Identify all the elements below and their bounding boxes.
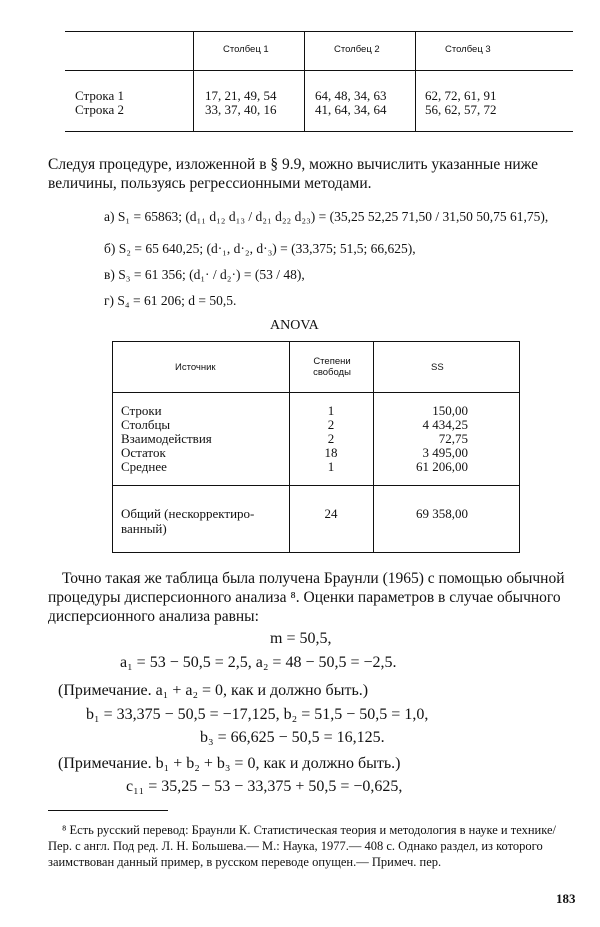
table-cell: 24: [324, 506, 338, 521]
equation-a: a₁ = 53 − 50,5 = 2,5, a₂ = 48 − 50,5 = −2,5.: [120, 654, 397, 671]
table-cell: 33, 37, 40, 16: [205, 102, 277, 117]
table-cell: 69 358,00: [416, 506, 468, 521]
table-cell: Столбцы: [121, 417, 171, 432]
data-table: [65, 31, 573, 132]
table-cell: 2: [327, 431, 335, 446]
table-cell: 2: [327, 417, 335, 432]
footnote-divider: [48, 810, 168, 811]
intro-paragraph: Следуя процедуре, изложенной в § 9.9, можно вычислить указанные ниже величины, пользуясь регрессионными методами.: [48, 156, 539, 192]
table-cell: 1: [327, 403, 335, 418]
table-cell: 4 434,25: [422, 417, 468, 432]
column-header: Степени свободы: [313, 356, 351, 378]
note-2: (Примечание. b₁ + b₂ + b₃ = 0, как и должно быть.): [58, 755, 401, 772]
table-cell: Строки: [121, 403, 162, 418]
table-cell: 61 206,00: [416, 459, 468, 474]
table-cell: 56, 62, 57, 72: [425, 102, 497, 117]
equation-b12: b₁ = 33,375 − 50,5 = −17,125, b₂ = 51,5 − 50,5 = 1,0,: [86, 706, 429, 723]
table-cell: Общий (нескорректиро-ванный): [121, 506, 255, 536]
equation-m: m = 50,5,: [270, 630, 332, 647]
body-paragraph: Точно такая же таблица была получена Браунли (1965) с помощью обычной процедуры дисперсионного анализа ⁸. Оценки параметров в случае обычного дисперсионного анализа равны:: [48, 570, 565, 625]
column-header: Столбец 1: [223, 44, 269, 55]
footnote: ⁸ Есть русский перевод: Браунли К. Статистическая теория и методология в науке и технике/Пер. с англ. Под ред. Л. Н. Большева.— М.: Наука, 1977.— 408 с. Однако раздел, из которого заимствован данный пример, в русском переводе опущен.— Примеч. пер.: [48, 823, 556, 869]
table-cell: 62, 72, 61, 91: [425, 88, 497, 103]
table-header: [65, 32, 573, 71]
row-label: Строка 1: [75, 88, 124, 103]
column-header: Источник: [175, 362, 216, 373]
formula-d: г) S₄ = 61 206; d = 50,5.: [104, 293, 237, 308]
anova-table: [112, 341, 520, 553]
formula-c: в) S₃ = 61 356; (d₁· / d₂·) = (53 / 48),: [104, 267, 305, 282]
row-label: Строка 2: [75, 102, 124, 117]
column-header: Столбец 3: [445, 44, 491, 55]
formula-a: а) S₁ = 65863; (d₁₁ d₁₂ d₁₃ / d₂₁ d₂₂ d₂₃) = (35,25 52,25 71,50 / 31,50 50,75 61,75),: [104, 209, 549, 224]
anova-title: ANOVA: [270, 318, 319, 333]
equation-b3: b₃ = 66,625 − 50,5 = 16,125.: [200, 729, 385, 746]
table-cell: 18: [324, 445, 338, 460]
table-cell: 41, 64, 34, 64: [315, 102, 387, 117]
table-cell: 1: [327, 459, 335, 474]
column-header: Столбец 2: [334, 44, 380, 55]
table-cell: Остаток: [121, 445, 166, 460]
column-header: SS: [431, 362, 444, 373]
formula-b: б) S₂ = 65 640,25; (d·₁, d·₂, d·₃) = (33,375; 51,5; 66,625),: [104, 241, 416, 256]
table-cell: Среднее: [121, 459, 167, 474]
table-cell: 72,75: [438, 431, 468, 446]
table-cell: Взаимодействия: [121, 431, 212, 446]
page-number: 183: [556, 891, 576, 906]
table-cell: 3 495,00: [422, 445, 468, 460]
table-cell: 150,00: [432, 403, 468, 418]
equation-c11: c₁₁ = 35,25 − 53 − 33,375 + 50,5 = −0,625,: [126, 778, 403, 795]
note-1: (Примечание. a₁ + a₂ = 0, как и должно быть.): [58, 682, 369, 699]
table-cell: 64, 48, 34, 63: [315, 88, 387, 103]
table-cell: 17, 21, 49, 54: [205, 88, 277, 103]
